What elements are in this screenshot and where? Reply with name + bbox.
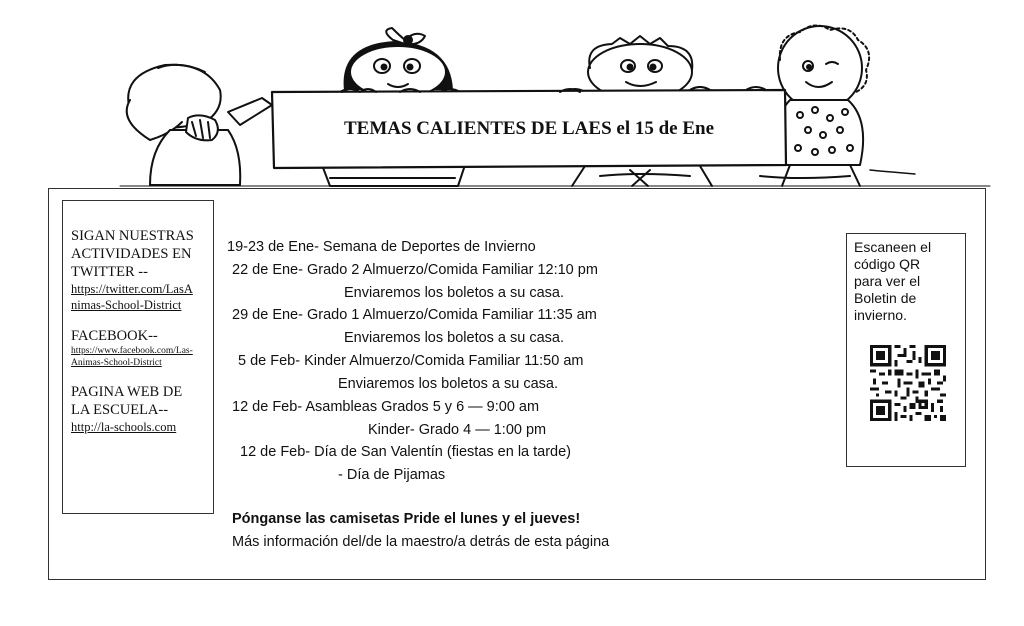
more-info-note: Más información del/de la maestro/a detrás de esta página: [232, 534, 610, 550]
twitter-link-line-2[interactable]: nimas-School-District: [71, 298, 182, 312]
social-links-panel: [62, 200, 214, 514]
event-line: Enviaremos los boletos a su casa.: [344, 330, 565, 346]
event-line: Enviaremos los boletos a su casa.: [338, 376, 559, 392]
banner-title: TEMAS CALIENTES DE LAES el 15 de Ene: [343, 118, 715, 139]
facebook-heading: FACEBOOK--: [71, 328, 158, 344]
qr-caption-line-1: Escaneen el: [854, 239, 932, 255]
twitter-heading-line-2: ACTIVIDADES EN: [71, 246, 192, 262]
pride-note: Pónganse las camisetas Pride el lunes y el jueves!: [232, 511, 581, 527]
event-line: 22 de Ene- Grado 2 Almuerzo/Comida Familiar 12:10 pm: [232, 262, 598, 278]
kid-with-cap-drawing: [127, 65, 272, 185]
website-heading-line-2: LA ESCUELA--: [71, 402, 169, 418]
event-line: 29 de Ene- Grado 1 Almuerzo/Comida Familiar 11:35 am: [232, 307, 597, 323]
qr-caption-line-4: Boletin de: [854, 290, 917, 306]
qr-code-icon[interactable]: [870, 345, 946, 421]
event-line: 5 de Feb- Kinder Almuerzo/Comida Familiar 11:50 am: [238, 353, 584, 369]
qr-caption-line-3: para ver el: [854, 273, 921, 289]
qr-caption-line-2: código QR: [854, 256, 921, 272]
event-line: 12 de Feb- Asambleas Grados 5 y 6 — 9:00 am: [232, 399, 540, 415]
facebook-link-line-1[interactable]: https://www.facebook.com/Las-: [71, 346, 193, 356]
twitter-heading-line-1: SIGAN NUESTRAS: [71, 228, 194, 244]
event-line: Kinder- Grado 4 — 1:00 pm: [368, 422, 547, 438]
twitter-link-line-1[interactable]: https://twitter.com/LasA: [71, 282, 193, 296]
facebook-link-line-2[interactable]: Animas-School-District: [71, 358, 162, 368]
website-heading-line-1: PAGINA WEB DE: [71, 384, 183, 400]
event-line: 19-23 de Ene- Semana de Deportes de Invierno: [227, 239, 536, 255]
qr-caption-line-5: invierno.: [854, 307, 907, 323]
twitter-heading-line-3: TWITTER --: [71, 264, 148, 280]
website-link[interactable]: http://la-schools.com: [71, 420, 177, 434]
event-line: Enviaremos los boletos a su casa.: [344, 285, 565, 301]
event-line: - Día de Pijamas: [338, 467, 446, 483]
event-line: 12 de Feb- Día de San Valentín (fiestas en la tarde): [240, 444, 572, 460]
